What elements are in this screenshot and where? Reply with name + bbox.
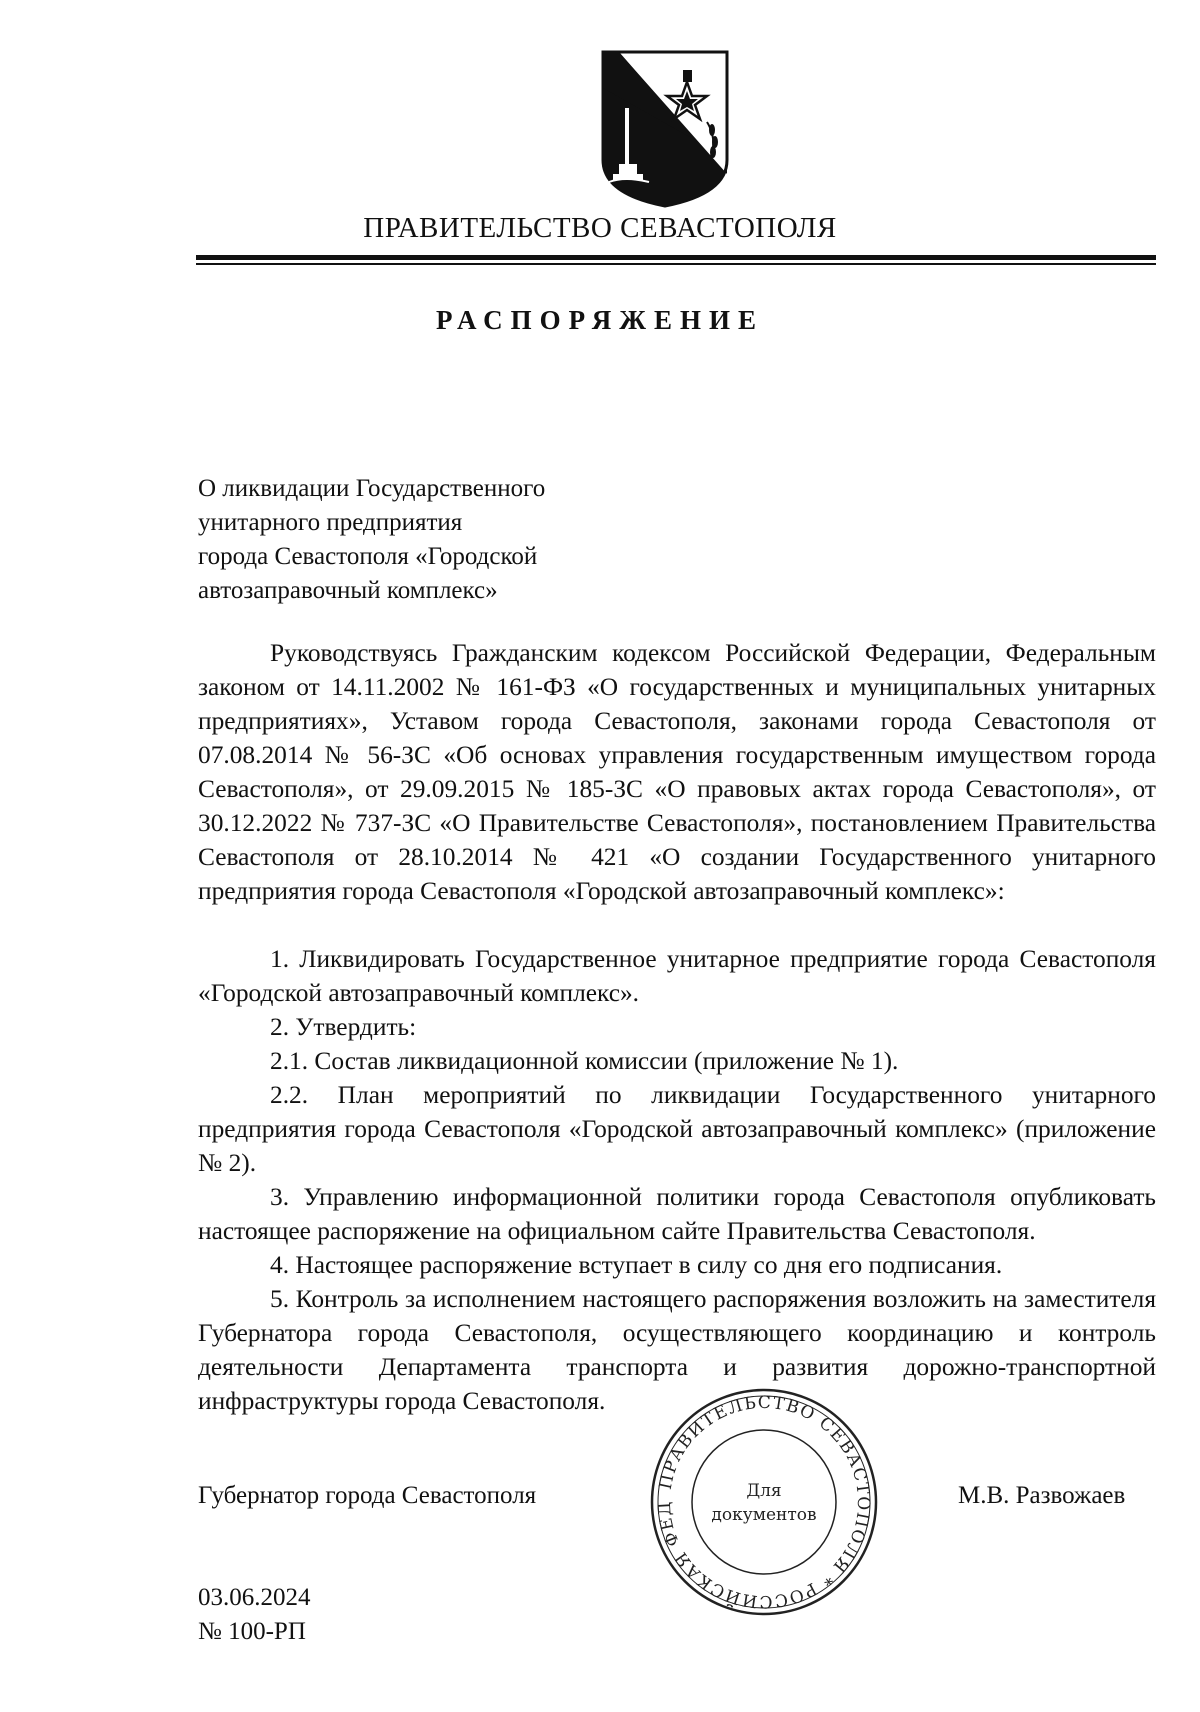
clause-paragraph: 3. Управлению информационной политики города Севастополя опубликовать настоящее распоряжение на официальном сайте Правительства Севастополя. bbox=[198, 1183, 1156, 1245]
coat-of-arms-icon bbox=[595, 48, 735, 208]
document-type-title: РАСПОРЯЖЕНИЕ bbox=[435, 305, 765, 335]
clause-paragraph: 2.1. Состав ликвидационной комиссии (приложение № 1). bbox=[270, 1047, 899, 1075]
subject-line: унитарного предприятия bbox=[198, 509, 463, 536]
clause-paragraph: 5. Контроль за исполнением настоящего распоряжения возложить на заместителя Губернатора города Севастополя, осуществляющего координацию и контроль деятельности Департамента транспорта и развития дорожно-транспортной инфраструктуры города Севастополя. bbox=[198, 1285, 1156, 1415]
clause-paragraph: 2.2. План мероприятий по ликвидации Государственного унитарного предприятия города Севастополя «Городской автозаправочный комплекс» (приложение № 2). bbox=[198, 1081, 1156, 1177]
clause-paragraph: 1. Ликвидировать Государственное унитарное предприятие города Севастополя «Городской автозаправочный комплекс». bbox=[198, 945, 1156, 1007]
seal-center-line: Для bbox=[746, 1481, 782, 1501]
organization-name: ПРАВИТЕЛЬСТВО СЕВАСТОПОЛЯ bbox=[363, 212, 837, 244]
clause-paragraph: 4. Настоящее распоряжение вступает в силу со дня его подписания. bbox=[270, 1251, 1003, 1279]
document-body bbox=[198, 636, 1156, 1418]
clause-paragraph: 2. Утвердить: bbox=[270, 1013, 417, 1041]
document-subject bbox=[198, 472, 658, 608]
subject-line: О ликвидации Государственного bbox=[198, 475, 546, 502]
signer-name: М.В. Развожаев bbox=[958, 1482, 1126, 1509]
header-divider bbox=[196, 255, 1156, 265]
seal-outer-text: ПРАВИТЕЛЬСТВО СЕВАСТОПОЛЯ * РОССИЙСКАЯ ФЕД bbox=[654, 1392, 874, 1612]
subject-line: города Севастополя «Городской bbox=[198, 543, 538, 570]
document-number: № 100-РП bbox=[198, 1618, 306, 1645]
signer-title: Губернатор города Севастополя bbox=[198, 1482, 537, 1509]
preamble-paragraph: Руководствуясь Гражданским кодексом Российской Федерации, Федеральным законом от 14.11.2002 № 161-ФЗ «О государственных и муниципальных унитарных предприятиях», Уставом города Севастополя, законами города Севастополя от 07.08.2014 № 56-ЗС «Об основах управления государственным имуществом города Севастополя», от 29.09.2015 № 185-ЗС «О правовых актах города Севастополя», от 30.12.2022 № 737-ЗС «О Правительстве Севастополя», постановлением Правительства Севастополя от 28.10.2014 № 421 «О создании Государственного унитарного предприятия города Севастополя «Городской автозаправочный комплекс»: bbox=[198, 639, 1156, 905]
official-seal-icon bbox=[648, 1386, 880, 1618]
seal-center-line: документов bbox=[711, 1505, 817, 1525]
document-date: 03.06.2024 bbox=[198, 1584, 311, 1611]
subject-line: автозаправочный комплекс» bbox=[198, 577, 498, 604]
